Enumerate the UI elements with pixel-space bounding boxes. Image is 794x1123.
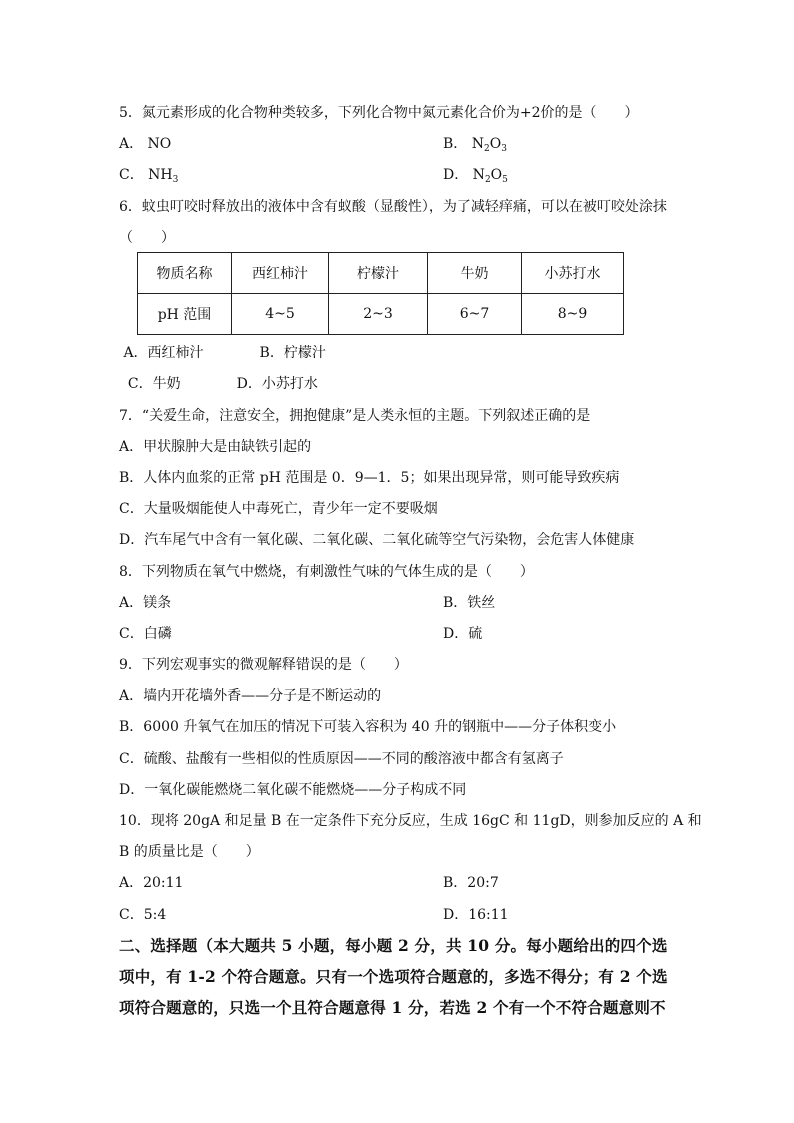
q6-options-ab: A．西红柿汁 B．柠檬汁: [119, 345, 326, 361]
ph-table-cell: 2~3: [329, 294, 428, 335]
q5-option-b: B． $N_2O_3$: [443, 136, 507, 154]
q5-option-d: D． $N_2O_5$: [443, 167, 508, 185]
q7-stem: 7．“关爱生命，注意安全，拥抱健康”是人类永恒的主题。下列叙述正确的是: [119, 408, 591, 424]
q8-option-b: B．铁丝: [443, 595, 496, 611]
section2-heading-line1: 二、选择题（本大题共 5 小题，每小题 2 分，共 10 分。每小题给出的四个选: [119, 936, 668, 955]
q9-option-c: C．硫酸、盐酸有一些相似的性质原因——不同的酸溶液中都含有氢离子: [119, 751, 564, 767]
q6-options-cd: C．牛奶 D．小苏打水: [119, 376, 318, 392]
ph-table-header-cell: 物质名称: [138, 253, 232, 294]
q10-stem: 10．现将 20gA 和足量 B 在一定条件下充分反应，生成 16gC 和 11gD，则参加反应的 A 和: [119, 813, 702, 829]
q10-option-d: D．16:11: [443, 907, 509, 923]
ph-table-cell: pH 范围: [138, 294, 232, 335]
q7-option-a: A．甲状腺肿大是由缺铁引起的: [119, 439, 312, 455]
ph-table-value-row: [138, 294, 624, 335]
q10-stem-continued: B 的质量比是（ ）: [119, 844, 260, 860]
q8-stem: 8．下列物质在氧气中燃烧，有刺激性气味的气体生成的是（ ）: [119, 564, 534, 580]
ph-table: [137, 252, 624, 335]
ph-table-cell: 6~7: [428, 294, 522, 335]
q9-option-d: D．一氧化碳能燃烧二氧化碳不能燃烧——分子构成不同: [119, 782, 467, 798]
q5-option-a: A． NO: [119, 136, 172, 152]
q5-stem: 5．氮元素形成的化合物种类较多，下列化合物中氮元素化合价为+2价的是（ ）: [119, 105, 639, 121]
q5-option-c: C． $NH_3$: [119, 167, 179, 185]
section2-heading-line3: 项符合题意的，只选一个且符合题意得 1 分，若选 2 个有一个不符合题意则不: [119, 998, 666, 1017]
q8-option-d: D．硫: [443, 626, 483, 642]
ph-table-header-row: [138, 253, 624, 294]
q6-stem: 6．蚊虫叮咬时释放出的液体中含有蚁酸（显酸性），为了减轻痒痛，可以在被叮咬处涂抹: [119, 199, 667, 215]
q9-option-b: B．6000 升氧气在加压的情况下可装入容积为 40 升的钢瓶中——分子体积变小: [119, 719, 617, 735]
q10-option-b: B．20:7: [443, 875, 499, 891]
q8-option-c: C．白磷: [119, 626, 172, 642]
ph-table-cell: 4~5: [232, 294, 329, 335]
ph-table-header-cell: 牛奶: [428, 253, 522, 294]
q7-option-b: B．人体内血浆的正常 pH 范围是 0．9—1．5；如果出现异常，则可能导致疾病: [119, 470, 620, 486]
q10-option-c: C．5:4: [119, 907, 167, 923]
ph-table-header-cell: 西红柿汁: [232, 253, 329, 294]
q10-option-a: A．20:11: [119, 875, 184, 891]
q7-option-c: C．大量吸烟能使人中毒死亡，青少年一定不要吸烟: [119, 501, 438, 517]
ph-table-header-cell: 小苏打水: [522, 253, 624, 294]
q6-stem-continued: （ ）: [119, 230, 175, 246]
q8-option-a: A．镁条: [119, 595, 172, 611]
ph-table-cell: 8~9: [522, 294, 624, 335]
q9-stem: 9．下列宏观事实的微观解释错误的是（ ）: [119, 657, 408, 673]
q9-option-a: A．墙内开花墙外香——分子是不断运动的: [119, 688, 382, 704]
q7-option-d: D．汽车尾气中含有一氧化碳、二氧化碳、二氧化硫等空气污染物，会危害人体健康: [119, 532, 635, 548]
ph-table-header-cell: 柠檬汁: [329, 253, 428, 294]
section2-heading-line2: 项中，有 1-2 个符合题意。只有一个选项符合题意的，多选不得分；有 2 个选: [119, 967, 668, 986]
